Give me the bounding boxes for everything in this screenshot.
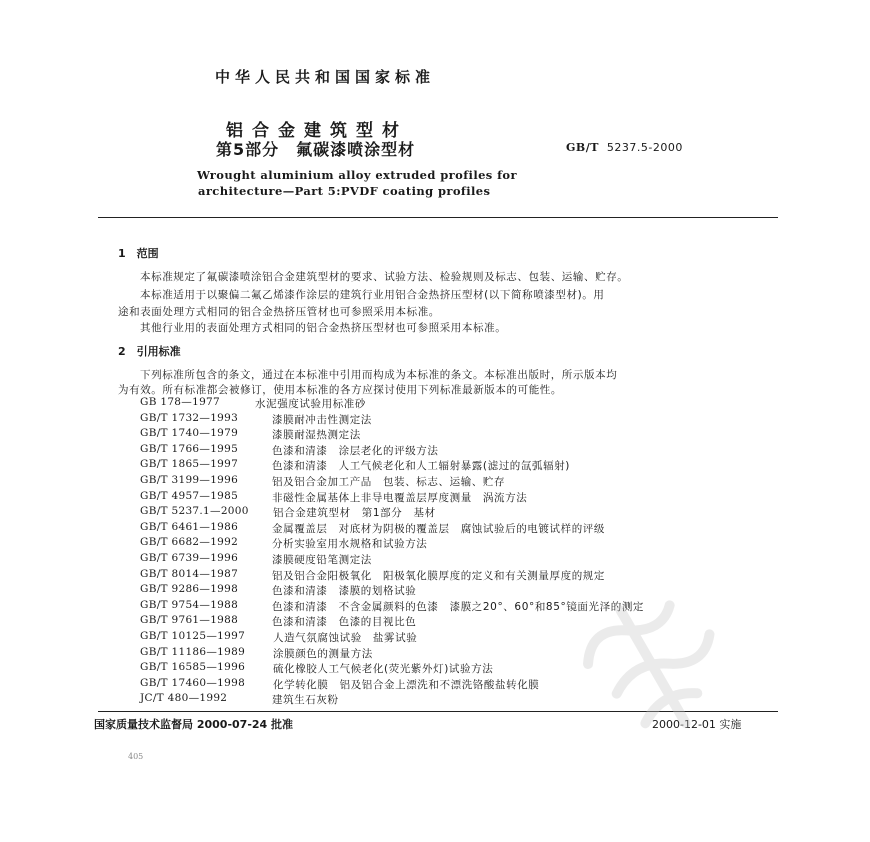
- reference-title: 色漆和清漆 不含金属颜料的色漆 漆膜之20°、60°和85°镜面光泽的测定: [272, 601, 645, 613]
- section-1-para-1: 本标准规定了氟碳漆喷涂铝合金建筑型材的要求、试验方法、检验规则及标志、包装、运输、贮存。: [140, 271, 629, 283]
- reference-code: GB/T 8014—1987: [140, 568, 239, 580]
- document-title: 铝合金建筑型材: [226, 121, 408, 141]
- reference-title: 铝合金建筑型材 第1部分 基材: [273, 507, 436, 519]
- reference-code: GB/T 1766—1995: [140, 443, 239, 455]
- reference-title: 铝及铝合金阳极氧化 阳极氧化膜厚度的定义和有关测量厚度的规定: [272, 570, 605, 582]
- reference-title: 色漆和清漆 涂层老化的评级方法: [272, 445, 439, 457]
- reference-title: 非磁性金属基体上非导电覆盖层厚度测量 涡流方法: [272, 492, 528, 504]
- reference-title: 分析实验室用水规格和试验方法: [272, 538, 428, 550]
- approval-line: 国家质量技术监督局 2000-07-24 批准: [94, 718, 294, 731]
- reference-title: 色漆和清漆 色漆的目视比色: [272, 616, 417, 628]
- reference-code: GB/T 9286—1998: [140, 583, 239, 595]
- reference-title: 色漆和清漆 漆膜的划格试验: [272, 585, 417, 597]
- reference-code: GB/T 5237.1—2000: [140, 505, 249, 517]
- reference-code: GB/T 9761—1988: [140, 614, 239, 626]
- section-2-intro-line-1: 下列标准所包含的条文，通过在本标准中引用而构成为本标准的条文。本标准出版时，所示版本均: [140, 369, 618, 381]
- page-number: 405: [128, 752, 144, 761]
- header-divider: [98, 217, 778, 218]
- reference-code: GB/T 6682—1992: [140, 536, 239, 548]
- implementation-date: 2000-12-01 实施: [652, 718, 742, 731]
- reference-code: GB 178—1977: [140, 396, 221, 408]
- reference-title: 硫化橡胶人工气候老化(荧光紫外灯)试验方法: [273, 663, 494, 675]
- reference-code: JC/T 480—1992: [140, 692, 228, 704]
- reference-title: 涂膜颜色的测量方法: [273, 648, 373, 660]
- watermark-stamp-icon: [555, 560, 755, 760]
- reference-code: GB/T 9754—1988: [140, 599, 239, 611]
- standard-prefix: GB/T: [566, 141, 599, 154]
- reference-title: 漆膜耐湿热测定法: [272, 429, 361, 441]
- reference-title: 人造气氛腐蚀试验 盐雾试验: [273, 632, 418, 644]
- reference-title: 化学转化膜 铝及铝合金上漂洗和不漂洗铬酸盐转化膜: [273, 679, 540, 691]
- reference-code: GB/T 3199—1996: [140, 474, 239, 486]
- reference-code: GB/T 10125—1997: [140, 630, 246, 642]
- reference-title: 铝及铝合金加工产品 包装、标志、运输、贮存: [272, 476, 506, 488]
- standard-number: [566, 141, 683, 154]
- reference-code: GB/T 6739—1996: [140, 552, 239, 564]
- english-title-line2: architecture—Part 5:PVDF coating profiles: [198, 184, 491, 198]
- reference-code: GB/T 17460—1998: [140, 677, 246, 689]
- section-1-para-3: 其他行业用的表面处理方式相同的铝合金热挤压型材也可参照采用本标准。: [140, 322, 507, 334]
- section-2-heading: 2 引用标准: [118, 345, 181, 358]
- reference-title: 漆膜耐冲击性测定法: [272, 414, 372, 426]
- reference-title: 建筑生石灰粉: [272, 694, 339, 706]
- section-1-para-2-line-2: 途和表面处理方式相同的铝合金热挤压管材也可参照采用本标准。: [118, 306, 440, 318]
- reference-code: GB/T 11186—1989: [140, 646, 246, 658]
- english-title-line1: Wrought aluminium alloy extruded profiles for: [197, 168, 517, 182]
- section-1-heading: 1 范围: [118, 247, 159, 260]
- section-1-para-2-line-1: 本标准适用于以聚偏二氟乙烯漆作涂层的建筑行业用铝合金热挤压型材(以下简称喷漆型材)。用: [140, 289, 605, 301]
- reference-title: 金属覆盖层 对底材为阴极的覆盖层 腐蚀试验后的电镀试样的评级: [272, 523, 605, 535]
- document-subtitle: 第5部分 氟碳漆喷涂型材: [216, 140, 416, 159]
- reference-code: GB/T 4957—1985: [140, 490, 239, 502]
- reference-code: GB/T 16585—1996: [140, 661, 246, 673]
- reference-title: 色漆和清漆 人工气候老化和人工辐射暴露(滤过的氙弧辐射): [272, 460, 570, 472]
- reference-code: GB/T 1732—1993: [140, 412, 239, 424]
- section-2-intro-line-2: 为有效。所有标准都会被修订，使用本标准的各方应探讨使用下列标准最新版本的可能性。: [118, 384, 562, 396]
- reference-code: GB/T 1865—1997: [140, 458, 239, 470]
- standard-code: 5237.5-2000: [606, 141, 683, 154]
- national-standard-header: 中华人民共和国国家标准: [215, 68, 436, 86]
- reference-code: GB/T 6461—1986: [140, 521, 239, 533]
- reference-title: 水泥强度试验用标准砂: [255, 398, 366, 410]
- reference-title: 漆膜硬度铅笔测定法: [272, 554, 372, 566]
- reference-code: GB/T 1740—1979: [140, 427, 239, 439]
